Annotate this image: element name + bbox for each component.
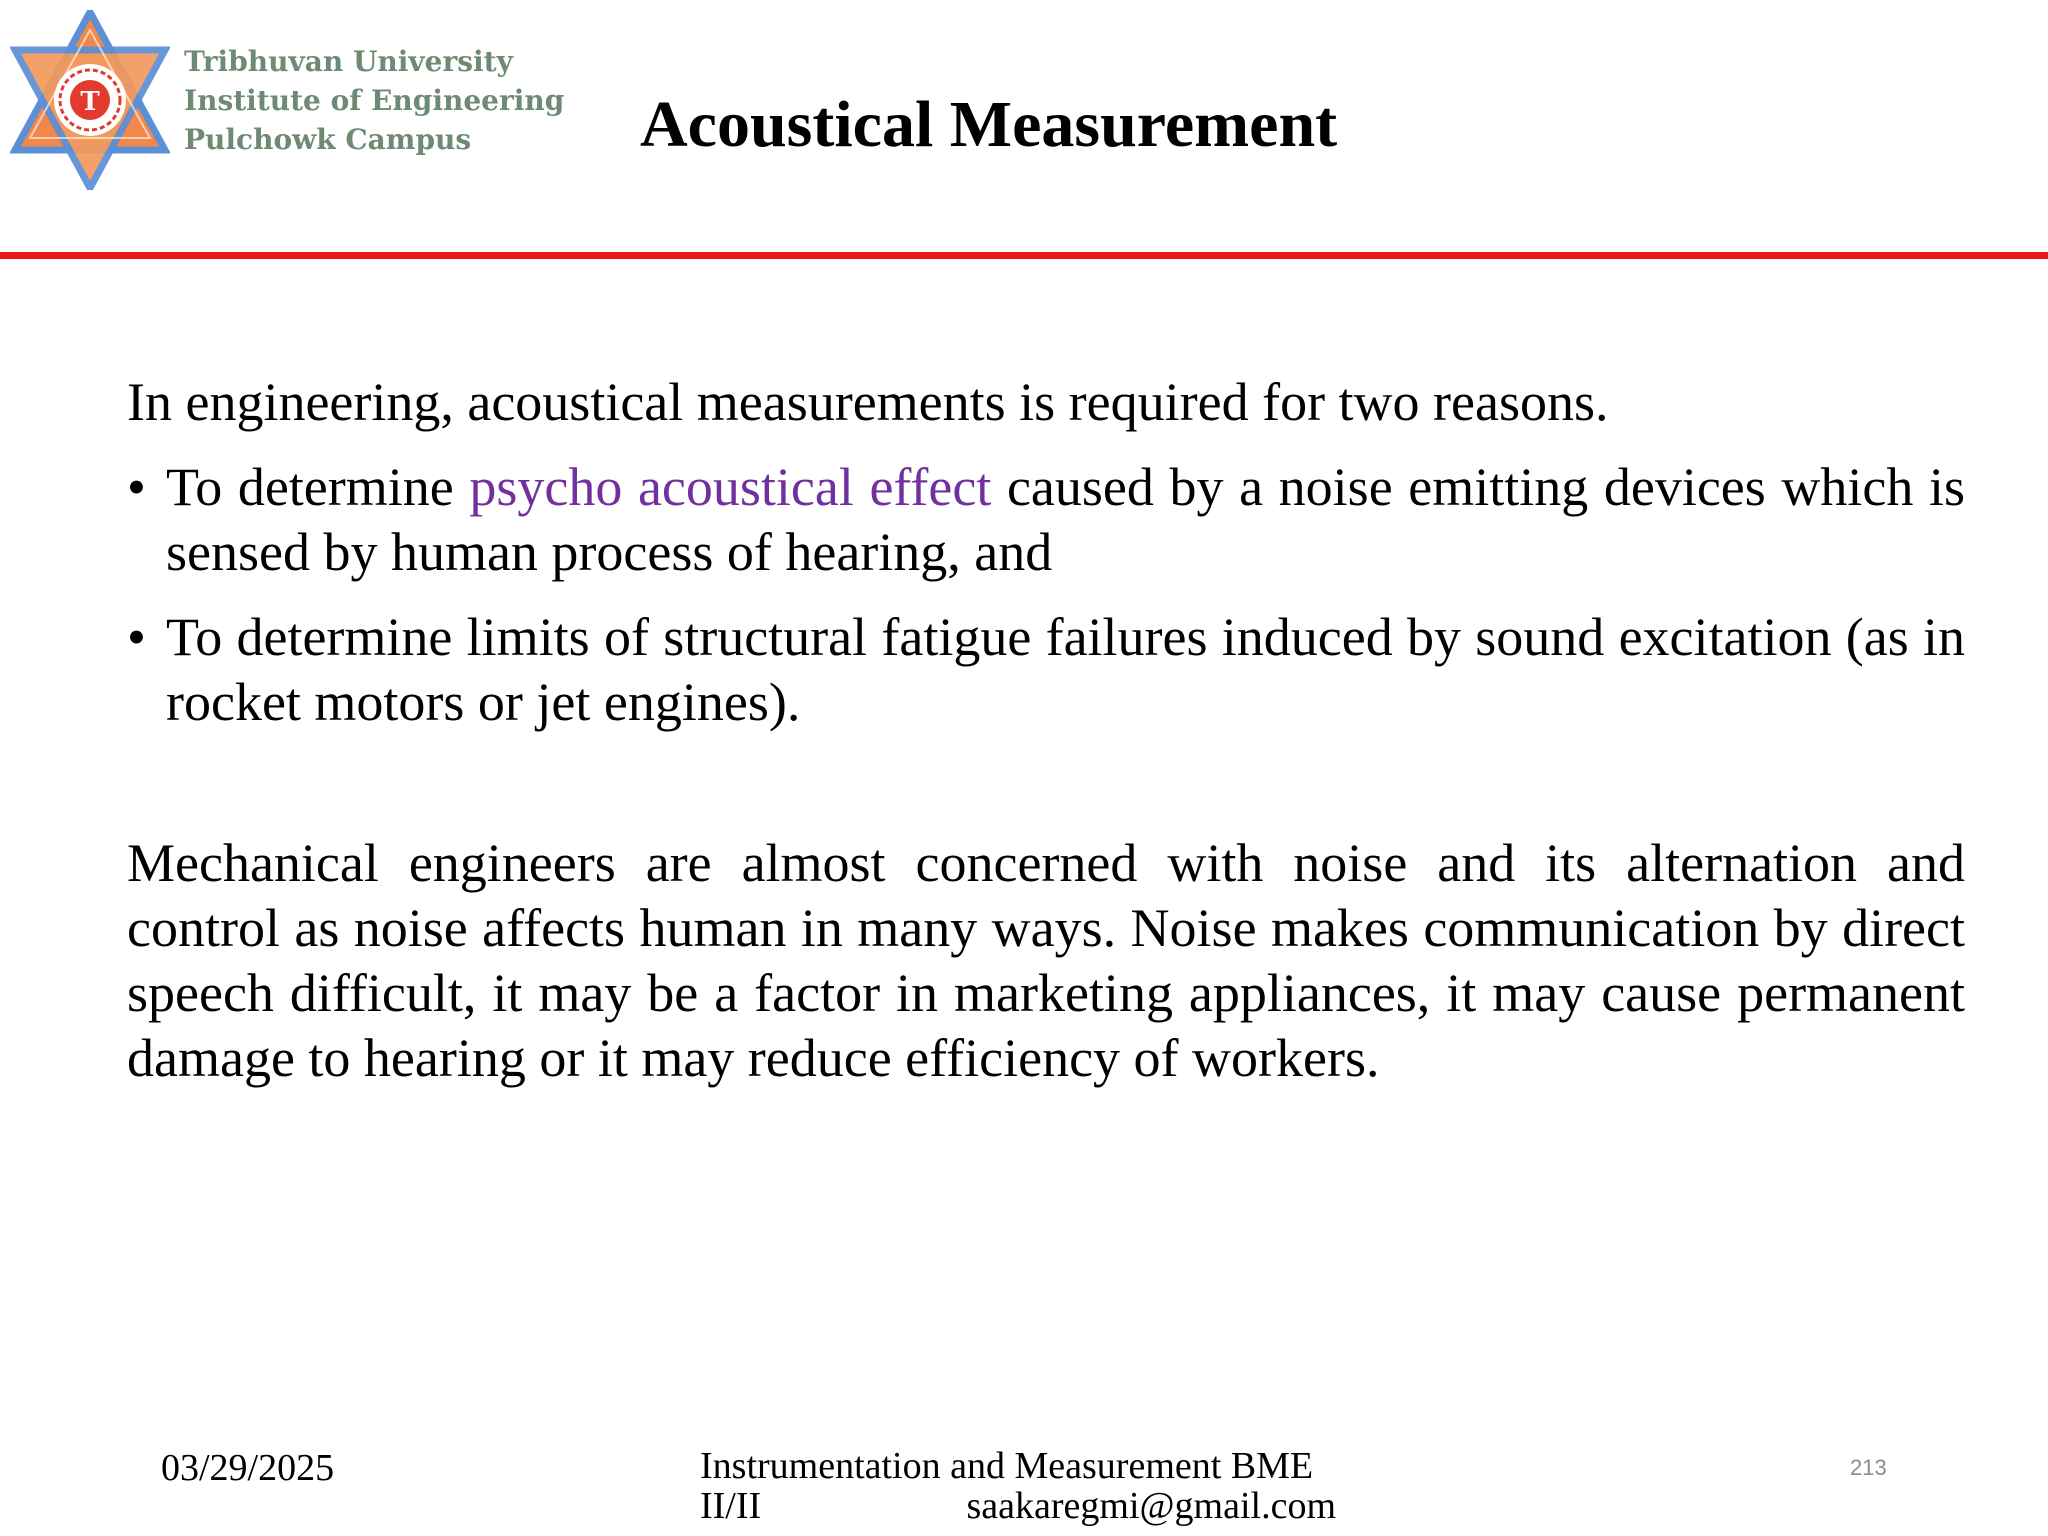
list-item — [127, 605, 1965, 735]
institution-line-campus: Pulchowk Campus — [184, 123, 472, 156]
body-paragraph: Mechanical engineers are almost concerned with noise and its alternation and control as noise affects human in many ways. Noise makes communication by direct speech difficult, it may be a factor in marketing appliances, it may cause permanent damage to hearing or it may reduce efficiency of workers. — [127, 833, 1965, 1088]
title-divider — [0, 252, 2048, 259]
institution-logo-icon — [10, 10, 170, 190]
footer-course-title: Instrumentation and Measurement BME — [700, 1445, 1314, 1487]
footer-course-info — [700, 1446, 1336, 1526]
institution-logo-block — [0, 0, 610, 200]
slide-body — [127, 370, 1965, 1145]
bullet-2-text: To determine limits of structural fatigue failures induced by sound excitation (as in rocket motors or jet engines). — [166, 607, 1965, 732]
footer-date: 03/29/2025 — [161, 1447, 335, 1489]
page-number: 213 — [1850, 1455, 1887, 1480]
svg-text:T: T — [80, 87, 100, 117]
intro-text: In engineering, acoustical measurements is required for two reasons. — [127, 372, 1609, 432]
footer-email: saakaregmi@gmail.com — [966, 1485, 1336, 1527]
list-item — [127, 455, 1965, 585]
slide-title: Acoustical Measurement — [640, 88, 1338, 161]
bullet-1-text-end: caused by a noise emitting devices which is sensed by human process of hearing, and — [166, 457, 1965, 582]
footer-course-line2 — [700, 1486, 1336, 1526]
bullet-icon: • — [127, 607, 146, 667]
bullet-icon: • — [127, 457, 146, 517]
bullet-1-text-start: To determine — [166, 457, 470, 517]
institution-line-university: Tribhuvan University — [184, 45, 513, 78]
bullet-1-highlight: psycho acoustical effect — [469, 457, 992, 517]
institution-name — [184, 42, 564, 159]
institution-line-institute: Institute of Engineering — [184, 84, 565, 117]
footer-semester: II/II — [700, 1485, 762, 1527]
reasons-list — [127, 455, 1965, 735]
